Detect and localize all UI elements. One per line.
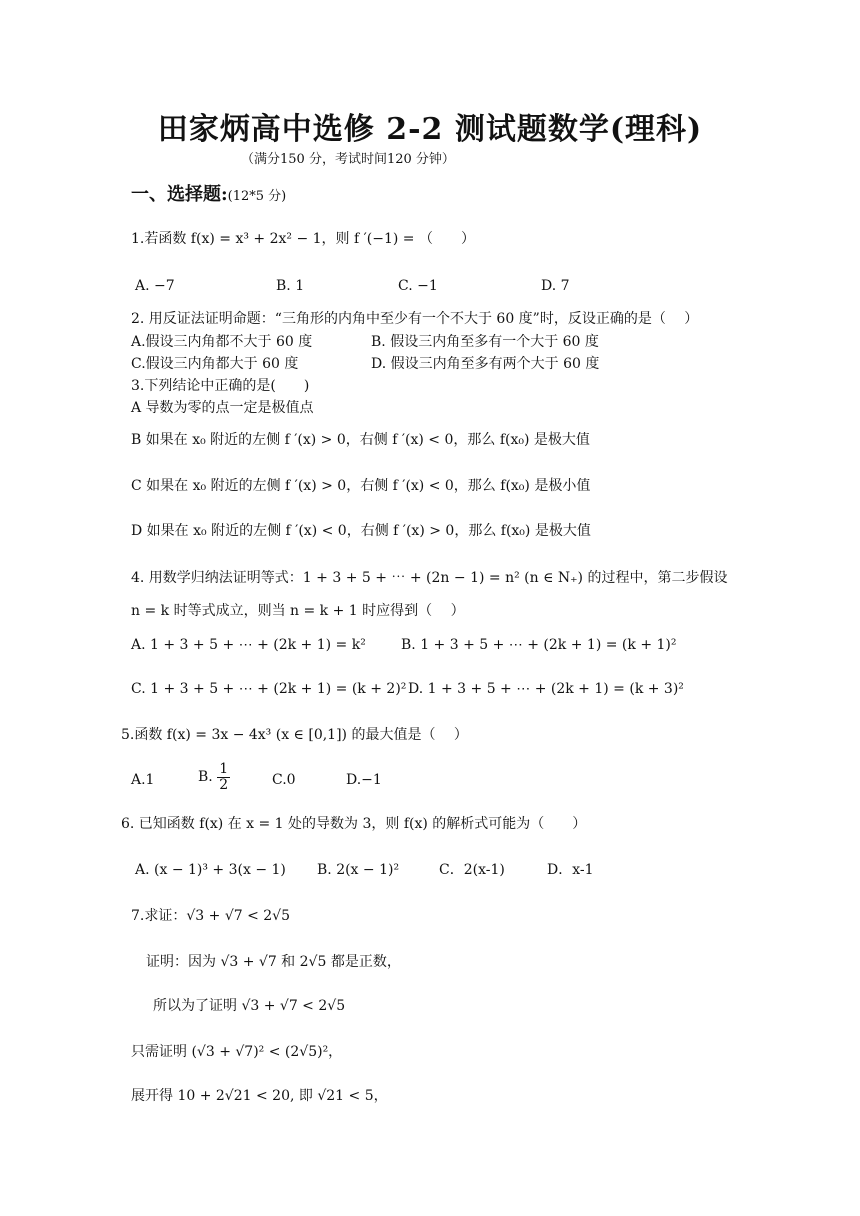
q1-option-c: C. −1 <box>398 278 438 294</box>
q7-proof-line2: 所以为了证明 √3 + √7 < 2√5 <box>153 998 346 1014</box>
q3-option-c: C 如果在 x₀ 附近的左侧 f ′(x) > 0，右侧 f ′(x) < 0，那么 f(x₀) 是极小值 <box>131 478 591 494</box>
q4-option-a: A. 1 + 3 + 5 + ⋯ + (2k + 1) = k² <box>131 637 366 653</box>
q6-option-c: C．2(x-1) <box>439 862 505 878</box>
q1-option-b: B. 1 <box>276 278 305 294</box>
q4-option-b: B. 1 + 3 + 5 + ⋯ + (2k + 1) = (k + 1)² <box>401 637 677 653</box>
q3-option-a: A 导数为零的点一定是极值点 <box>131 400 314 416</box>
q2-option-d: D. 假设三内角至多有两个大于 60 度 <box>371 356 600 372</box>
section-heading <box>131 184 286 206</box>
q5-stem: 5.函数 f(x) = 3x − 4x³ (x ∈ [0,1]) 的最大值是（ ） <box>121 727 468 743</box>
q3-stem: 3.下列结论中正确的是( ) <box>131 378 310 394</box>
q7-stem: 7.求证：√3 + √7 < 2√5 <box>131 908 291 924</box>
fraction-numerator: 1 <box>219 761 229 777</box>
q5-option-c: C.0 <box>272 772 296 788</box>
q4-stem-line2: n = k 时等式成立，则当 n = k + 1 时应得到（ ） <box>131 603 465 619</box>
section-note: (12*5 分) <box>227 189 287 204</box>
q2-stem: 2. 用反证法证明命题：“三角形的内角中至少有一个不大于 60 度”时，反设正确的是（ ） <box>131 311 699 327</box>
q5-option-b-label: B. <box>198 769 213 786</box>
q1-option-a: A. −7 <box>135 278 175 294</box>
q4-stem-line1: 4. 用数学归纳法证明等式：1 + 3 + 5 + ⋯ + (2n − 1) = n² (n ∈ N₊) 的过程中，第二步假设 <box>131 570 728 586</box>
q6-stem: 6. 已知函数 f(x) 在 x = 1 处的导数为 3，则 f(x) 的解析式可能为（ ） <box>121 816 587 832</box>
exam-info: （满分150 分，考试时间120 分钟） <box>241 152 455 167</box>
q1-stem: 1.若函数 f(x) = x³ + 2x² − 1，则 f ′(−1) = （ ） <box>131 231 475 247</box>
q6-option-a: A. (x − 1)³ + 3(x − 1) <box>135 862 286 878</box>
q5-option-d: D.−1 <box>346 772 382 788</box>
q3-option-b: B 如果在 x₀ 附近的左侧 f ′(x) > 0，右侧 f ′(x) < 0，那么 f(x₀) 是极大值 <box>131 432 590 448</box>
q5-option-a: A.1 <box>131 772 155 788</box>
q5-option-b <box>198 762 230 792</box>
q7-proof-line4: 展开得 10 + 2√21 < 20, 即 √21 < 5， <box>131 1088 388 1104</box>
q2-option-b: B. 假设三内角至多有一个大于 60 度 <box>371 334 599 350</box>
q2-option-a: A.假设三内角都不大于 60 度 <box>131 334 313 350</box>
q4-option-c: C. 1 + 3 + 5 + ⋯ + (2k + 1) = (k + 2)² <box>131 681 407 697</box>
q5-option-b-fraction <box>217 762 230 792</box>
q7-proof-line3: 只需证明 (√3 + √7)² < (2√5)²， <box>131 1044 343 1060</box>
q7-proof-line1: 证明：因为 √3 + √7 和 2√5 都是正数， <box>146 954 401 970</box>
section-title: 一、选择题: <box>131 184 228 205</box>
q2-option-c: C.假设三内角都大于 60 度 <box>131 356 299 372</box>
q6-option-b: B. 2(x − 1)² <box>317 862 400 878</box>
page-title: 田家炳高中选修 2-2 测试题数学(理科) <box>157 112 703 147</box>
q4-option-d: D. 1 + 3 + 5 + ⋯ + (2k + 1) = (k + 3)² <box>408 681 684 697</box>
q3-option-d: D 如果在 x₀ 附近的左侧 f ′(x) < 0，右侧 f ′(x) > 0，那么 f(x₀) 是极大值 <box>131 523 591 539</box>
fraction-denominator: 2 <box>219 776 229 793</box>
q6-option-d: D．x-1 <box>547 862 594 878</box>
q1-option-d: D. 7 <box>541 278 570 294</box>
